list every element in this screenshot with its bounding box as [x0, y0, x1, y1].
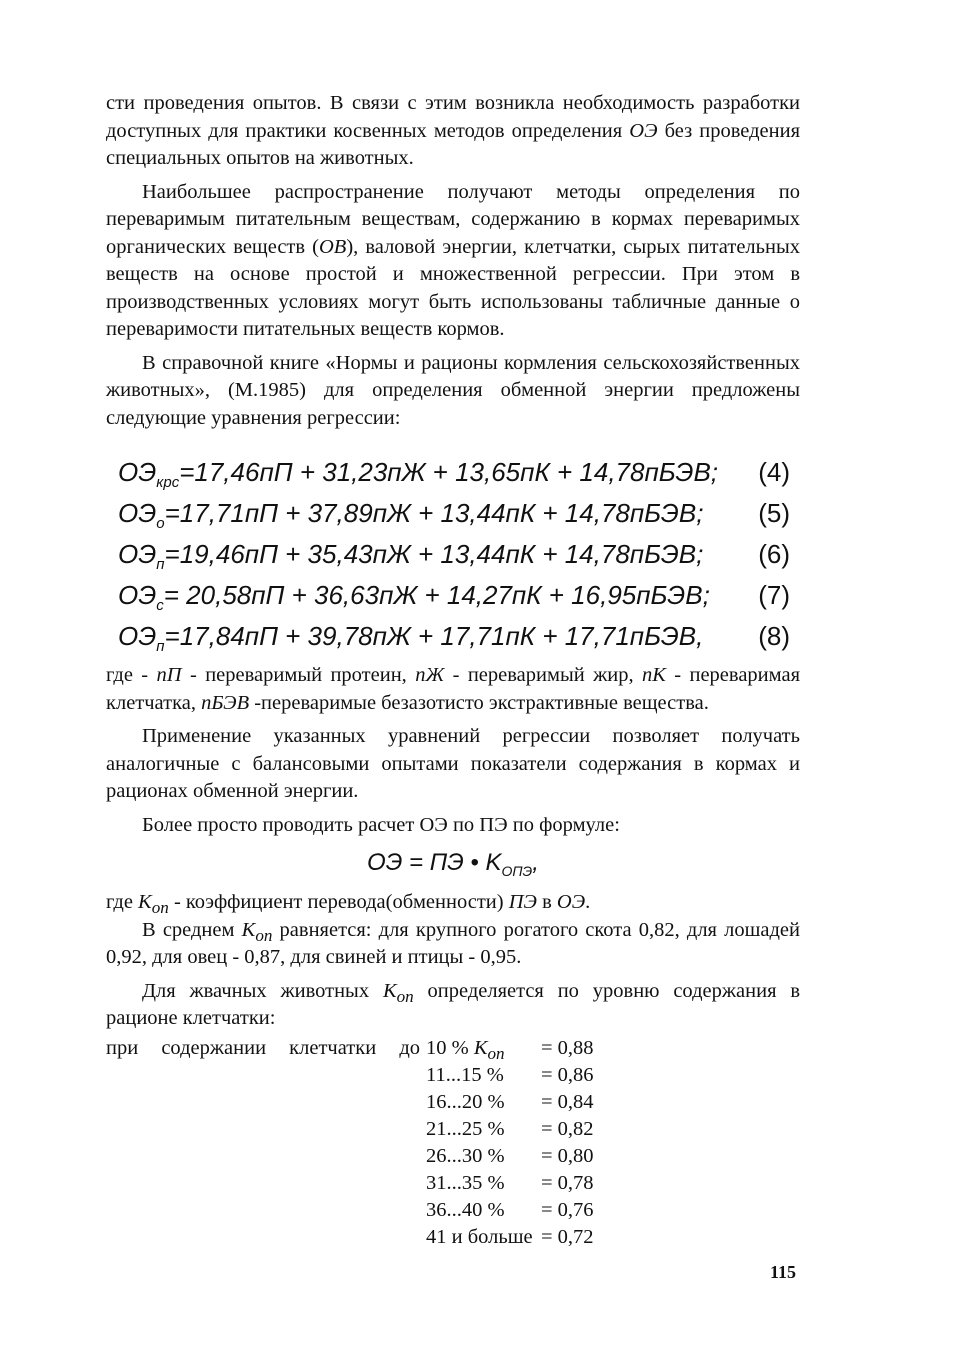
equation-4	[118, 452, 790, 493]
table-row	[106, 1116, 800, 1143]
table-prefix	[106, 1035, 426, 1062]
table-spacer	[106, 1062, 426, 1089]
coefficient-value: = 0,88	[541, 1036, 594, 1059]
pe-term: ПЭ	[508, 891, 537, 913]
paragraph-7-text: определяется по уровню содержания в рационе клетчатки:	[106, 979, 801, 1029]
coefficient-value: = 0,78	[541, 1171, 594, 1194]
ov-term: ОВ	[319, 235, 347, 258]
formula-main: ОЭ = ПЭ • K	[367, 849, 502, 876]
table-row	[106, 1143, 800, 1170]
table-row	[106, 1062, 800, 1089]
equation-body	[118, 452, 718, 493]
k-term: K	[473, 1036, 488, 1059]
paragraph-1	[106, 90, 800, 173]
equation-lhs: ОЭ	[118, 457, 157, 487]
fiber-range: 41 и больше	[426, 1225, 533, 1248]
paragraph-2-text-b: ), валовой энергии, клетчатки, сырых питательных веществ на основе простой и множественной регрессии. При этом в производственных условиях могут быть использованы табличные данные о переваримости питательных веществ кормов.	[106, 235, 801, 340]
equation-rhs: =17,84пП + 39,78пЖ + 17,71пК + 17,71пБЭВ,	[164, 621, 704, 651]
equation-number: (8)	[758, 621, 790, 651]
fiber-range: 36...40 %	[426, 1198, 505, 1221]
oe-term: ОЭ	[629, 119, 658, 142]
equation-rhs: =17,46пП + 31,23пЖ + 13,65пК + 14,78пБЭВ;	[179, 457, 719, 487]
k-term: K	[138, 891, 152, 913]
np-term: пП	[156, 664, 182, 686]
paragraph-2-text-a: Наибольшее распространение получают методы определения по переваримым питательным веществам, содержанию в кормах переваримых органических веществ (	[106, 180, 800, 258]
definition-text: - переваримая клетчатка,	[106, 664, 800, 714]
equation-subscript: п	[156, 638, 165, 656]
coefficient-value: = 0,80	[541, 1144, 594, 1167]
coefficient-value: = 0,76	[541, 1198, 594, 1221]
nbev-term: пБЭВ	[201, 691, 250, 714]
coefficient-value: = 0,86	[541, 1063, 594, 1086]
fiber-range: 26...30 %	[426, 1144, 505, 1167]
paragraph-7	[106, 978, 800, 1033]
paragraph-6	[106, 917, 800, 972]
paragraph-1-end: без проведения специальных опытов на животных.	[106, 119, 801, 169]
table-spacer	[106, 1116, 426, 1143]
coefficient-definition	[106, 889, 800, 917]
equation-6	[118, 534, 790, 575]
fiber-range	[426, 1035, 541, 1062]
paragraph-5: Более просто проводить расчет ОЭ по ПЭ по формуле:	[142, 813, 620, 836]
paragraph-6-text: равняется: для крупного рогатого скота 0,82, для лошадей 0,92, для овец - 0,87, для свиней и птицы - 0,95.	[106, 918, 800, 968]
nk-term: пК	[642, 664, 666, 686]
equation-subscript: с	[156, 597, 164, 615]
equation-subscript: крс	[156, 474, 180, 492]
table-spacer	[106, 1143, 426, 1170]
k-subscript: оп	[255, 925, 273, 945]
definition-text: .	[585, 891, 591, 913]
text-block-top	[106, 90, 800, 432]
table-row	[106, 1224, 800, 1251]
table-spacer	[106, 1197, 426, 1224]
regression-equations	[118, 452, 790, 657]
paragraph-7-text: Для жвачных животных	[142, 979, 383, 1002]
equation-body	[118, 534, 703, 575]
fiber-range: 21...25 %	[426, 1117, 505, 1140]
k-subscript: оп	[487, 1043, 505, 1063]
prefix-word: содержании	[161, 1036, 267, 1059]
equation-number: (5)	[758, 498, 790, 528]
equation-number: (6)	[758, 539, 790, 569]
paragraph-2	[106, 179, 800, 344]
k-subscript: оп	[151, 898, 169, 918]
text-block-bottom	[106, 662, 800, 1251]
definition-text: - переваримый жир,	[444, 664, 642, 686]
paragraph-4: Применение указанных уравнений регрессии позволяет получать аналогичные с балансовыми опытами показатели содержания в кормах и рационах обменной энергии.	[106, 725, 800, 802]
k-subscript: оп	[396, 986, 414, 1006]
formula-subscript: ОПЭ	[501, 862, 533, 879]
definition-text: - переваримый протеин,	[181, 664, 416, 686]
definition-text: где -	[106, 664, 157, 686]
prefix-word: при	[106, 1036, 139, 1059]
definition-text: -переваримые безазотисто экстрактивные вещества.	[249, 691, 709, 714]
table-spacer	[106, 1170, 426, 1197]
definition-text: в	[536, 891, 557, 913]
equation-number: (7)	[758, 580, 790, 610]
nzh-term: пЖ	[415, 664, 445, 686]
equation-lhs: ОЭ	[118, 498, 157, 528]
prefix-word: до	[399, 1036, 420, 1059]
coefficient-value: = 0,72	[541, 1225, 594, 1248]
oe-term: ОЭ	[556, 891, 586, 913]
k-term: K	[241, 918, 256, 941]
equation-subscript: п	[156, 556, 165, 574]
equation-body	[118, 616, 703, 657]
equation-lhs: ОЭ	[118, 580, 157, 610]
fiber-coefficient-table	[106, 1035, 800, 1251]
fiber-range: 31...35 %	[426, 1171, 505, 1194]
coefficient-value: = 0,84	[541, 1090, 594, 1113]
definition-text: где	[106, 891, 139, 913]
equation-5	[118, 493, 790, 534]
table-row	[106, 1197, 800, 1224]
formula-tail: ,	[532, 849, 539, 876]
equation-rhs: = 20,58пП + 36,63пЖ + 14,27пК + 16,95пБЭВ;	[163, 580, 710, 610]
definitions-paragraph	[106, 662, 800, 717]
equation-lhs: ОЭ	[118, 539, 157, 569]
definition-text: - коэффициент перевода(обменности)	[168, 891, 509, 913]
equation-lhs: ОЭ	[118, 621, 157, 651]
fiber-range: 11...15 %	[426, 1063, 504, 1086]
equation-number: (4)	[758, 457, 790, 487]
equation-7	[118, 575, 790, 616]
page-number: 115	[770, 1262, 797, 1282]
coefficient-value: = 0,82	[541, 1117, 594, 1140]
equation-body	[118, 493, 703, 534]
table-row	[106, 1035, 800, 1062]
paragraph-6-text: В среднем	[142, 918, 242, 941]
k-term: K	[382, 979, 397, 1002]
equation-8	[118, 616, 790, 657]
paragraph-1-text: сти проведения опытов. В связи с этим возникла необходимость разработки доступных для практики косвенных методов определения	[106, 92, 800, 142]
fiber-range: 16...20 %	[426, 1090, 505, 1113]
table-row	[106, 1089, 800, 1116]
fiber-range-text: 10 %	[426, 1036, 469, 1059]
equation-subscript: о	[156, 515, 165, 533]
equation-rhs: =19,46пП + 35,43пЖ + 13,44пК + 14,78пБЭВ;	[164, 539, 704, 569]
table-row	[106, 1170, 800, 1197]
table-spacer	[106, 1224, 426, 1251]
paragraph-3: В справочной книге «Нормы и рационы кормления сельскохозяйственных животных», (М.1985) для определения обменной энергии предложены следующие уравнения регрессии:	[106, 351, 800, 429]
conversion-formula	[106, 843, 800, 883]
equation-rhs: =17,71пП + 37,89пЖ + 13,44пК + 14,78пБЭВ;	[164, 498, 704, 528]
prefix-word: клетчатки	[289, 1036, 377, 1059]
table-spacer	[106, 1089, 426, 1116]
equation-body	[118, 575, 710, 616]
